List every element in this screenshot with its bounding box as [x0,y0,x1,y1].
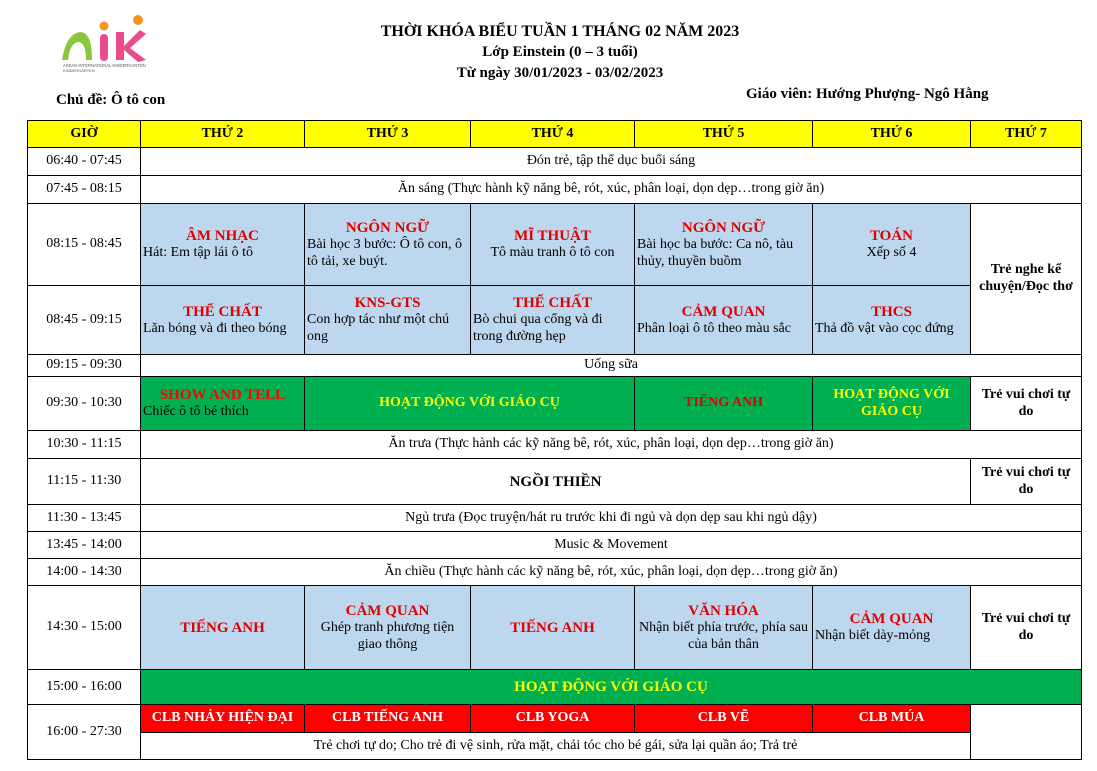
lesson-cell-tue [305,204,471,286]
lesson-detail: Ghép tranh phương tiện giao thông [320,619,455,652]
lesson-subject: KNS-GTS [354,295,421,312]
lesson-cell-thu [635,286,813,355]
col-header-sat: THỨ 7 [971,121,1082,148]
time-cell: 11:30 - 13:45 [28,505,141,532]
sat-morning-cell: Trẻ nghe kể chuyện/Đọc thơ [971,204,1082,355]
topic-label: Chủ đề: Ô tô con [56,92,166,108]
activity-cell: Trẻ chơi tự do; Cho trẻ đi vệ sinh, rửa mặt, chải tóc cho bé gái, sửa lại quần áo; Trả trẻ [141,733,971,760]
lesson-subject: CẢM QUAN [681,303,766,320]
lesson-detail: Con hợp tác như một chú ong [307,312,450,344]
table-header-row [28,121,1082,148]
lesson-subject: THỂ CHẤT [513,295,592,312]
lesson-subject: TIẾNG ANH [180,619,265,636]
activity-cell: Music & Movement [141,532,1082,559]
lesson-cell-mon [141,586,305,670]
activity-cell: Ăn trưa (Thực hành các kỹ năng bê, rót, xúc, phân loại, dọn dẹp…trong giờ ăn) [141,431,1082,459]
table-row [28,148,1082,176]
time-cell: 08:45 - 09:15 [28,286,141,355]
lesson-detail: Hát: Em tập lái ô tô [143,245,254,261]
activity-cell: Ăn chiều (Thực hành các kỹ năng bê, rót, xúc, phân loại, dọn dẹp…trong giờ ăn) [141,559,1082,586]
club-cell: CLB YOGA [471,705,635,733]
table-row [28,176,1082,204]
table-row [28,532,1082,559]
lesson-subject: TIẾNG ANH [510,619,595,636]
lesson-cell-thu [635,586,813,670]
table-row [28,505,1082,532]
table-row [28,355,1082,377]
time-cell: 14:30 - 15:00 [28,586,141,670]
lesson-subject: CẢM QUAN [345,602,430,619]
table-row [28,459,1082,505]
lesson-subject: SHOW AND TELL [159,387,286,404]
lesson-subject: TOÁN [869,228,914,245]
logo-subtext: ASEAN INTERNATIONAL KINDERGARTEN [63,63,146,68]
club-cell: CLB MÚA [813,705,971,733]
lesson-cell-wed [471,286,635,355]
club-cell: CLB NHẢY HIỆN ĐẠI [141,705,305,733]
sat-free-play-cell: Trẻ vui chơi tự do [971,459,1082,505]
lesson-detail: Xếp số 4 [866,245,917,261]
time-cell: 14:00 - 14:30 [28,559,141,586]
lesson-detail: Lăn bóng và đi theo bóng [143,320,287,336]
page-title: THỜI KHÓA BIỂU TUẦN 1 THÁNG 02 NĂM 2023 [380,23,740,40]
lesson-detail: Bài học ba bước: Ca nô, tàu thủy, thuyền buồm [637,236,794,269]
table-row [28,377,1082,431]
club-cell: CLB TIẾNG ANH [305,705,471,733]
lesson-cell-fri [813,586,971,670]
col-header-tue: THỨ 3 [305,121,471,148]
table-row [28,204,1082,286]
col-header-time: GIỜ [28,121,141,148]
table-row [28,670,1082,705]
svg-text:KINDERGARTEN: KINDERGARTEN [63,68,95,73]
activity-cell: Đón trẻ, tập thể dục buổi sáng [141,148,1082,176]
teacher-label: Giáo viên: Hướng Phượng- Ngô Hằng [746,86,989,102]
montessori-afternoon-cell: HOẠT ĐỘNG VỚI GIÁO CỤ [141,670,1082,705]
lesson-subject: NGÔN NGỮ [681,219,766,236]
lesson-detail: Nhận biết dày-mỏng [815,628,931,644]
date-range: Từ ngày 30/01/2023 - 03/02/2023 [456,65,664,81]
table-row [28,286,1082,355]
english-cell: TIẾNG ANH [635,377,813,431]
lesson-cell-tue [305,586,471,670]
show-and-tell-cell [141,377,305,431]
time-cell: 09:15 - 09:30 [28,355,141,377]
lesson-cell-fri [813,204,971,286]
lesson-cell-mon [141,204,305,286]
time-cell: 06:40 - 07:45 [28,148,141,176]
lesson-cell-mon [141,286,305,355]
table-row [28,559,1082,586]
sat-free-play-cell: Trẻ vui chơi tự do [971,586,1082,670]
lesson-subject: ÂM NHẠC [186,228,259,245]
lesson-cell-wed [471,204,635,286]
sat-empty-cell [971,705,1082,760]
lesson-cell-thu [635,204,813,286]
lesson-detail: Thả đồ vật vào cọc đứng [815,320,954,336]
lesson-cell-tue [305,286,471,355]
lesson-subject: NGÔN NGỮ [345,219,430,236]
lesson-cell-fri [813,286,971,355]
table-row [28,733,1082,760]
time-cell: 13:45 - 14:00 [28,532,141,559]
lesson-detail: Tô màu tranh ô tô con [490,245,615,261]
lesson-detail: Bò chui qua cổng và đi trong đường hẹp [473,312,603,344]
lesson-detail: Bài học 3 bước: Ô tô con, ô tô tải, xe buýt. [307,236,462,269]
lesson-detail: Chiếc ô tô bé thích [143,404,249,420]
lesson-subject: MĨ THUẬT [514,228,591,245]
timetable [27,120,1082,760]
lesson-detail: Phân loại ô tô theo màu sắc [637,320,791,336]
time-cell: 15:00 - 16:00 [28,670,141,705]
lesson-subject: VĂN HÓA [688,602,759,619]
club-cell: CLB VẼ [635,705,813,733]
time-cell: 10:30 - 11:15 [28,431,141,459]
montessori-cell: HOẠT ĐỘNG VỚI GIÁO CỤ [305,377,635,431]
time-cell: 09:30 - 10:30 [28,377,141,431]
lesson-subject: THỂ CHẤT [183,303,262,320]
lesson-cell-wed [471,586,635,670]
class-line: Lớp Einstein (0 – 3 tuổi) [482,44,638,60]
meditation-cell: NGỒI THIỀN [141,459,971,505]
time-cell: 11:15 - 11:30 [28,459,141,505]
montessori-cell-fri: HOẠT ĐỘNG VỚI GIÁO CỤ [813,377,971,431]
time-cell: 08:15 - 08:45 [28,204,141,286]
time-cell: 07:45 - 08:15 [28,176,141,204]
col-header-mon: THỨ 2 [141,121,305,148]
school-logo [58,12,158,77]
activity-cell: Uống sữa [141,355,1082,377]
lesson-subject: THCS [871,303,912,320]
table-row [28,431,1082,459]
lesson-detail: Nhận biết phía trước, phía sau của bản thân [639,619,808,652]
table-row [28,586,1082,670]
col-header-thu: THỨ 5 [635,121,813,148]
activity-cell: Ăn sáng (Thực hành kỹ năng bê, rót, xúc, phân loại, dọn dẹp…trong giờ ăn) [141,176,1082,204]
activity-cell: Ngủ trưa (Đọc truyện/hát ru trước khi đi ngủ và dọn dẹp sau khi ngủ dậy) [141,505,1082,532]
col-header-wed: THỨ 4 [471,121,635,148]
table-row [28,705,1082,733]
time-cell: 16:00 - 27:30 [28,705,141,760]
lesson-subject: CẢM QUAN [849,611,934,628]
sat-free-play-cell: Trẻ vui chơi tự do [971,377,1082,431]
col-header-fri: THỨ 6 [813,121,971,148]
